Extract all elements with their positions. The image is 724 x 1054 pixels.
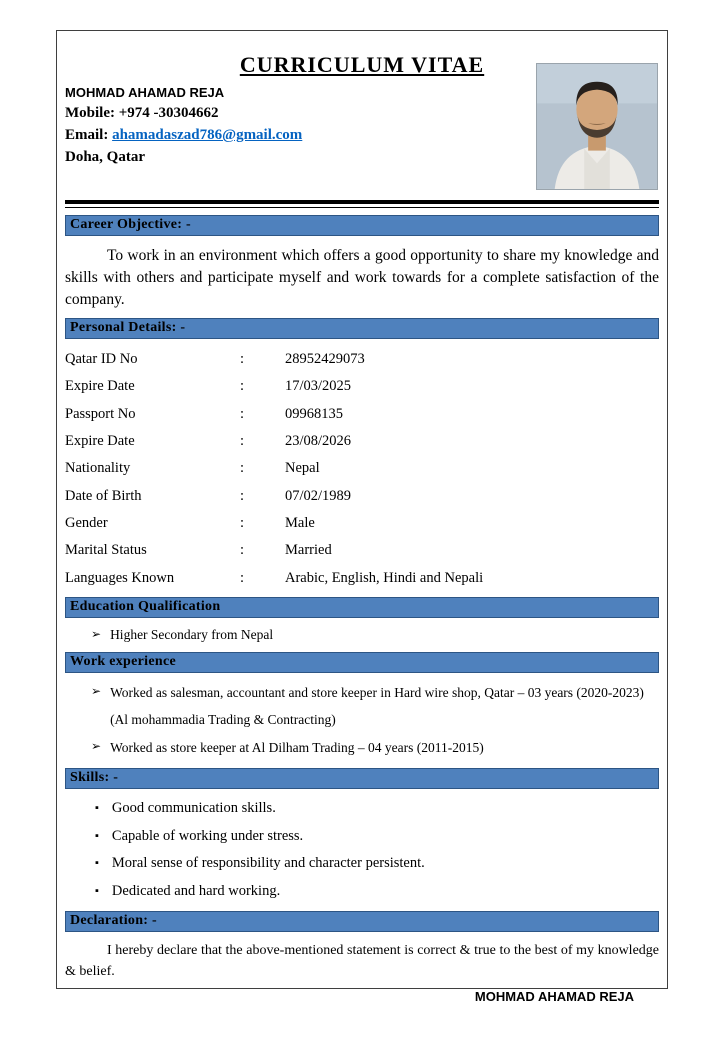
skill-item-text: Dedicated and hard working. [111,883,281,900]
table-row [65,401,659,428]
detail-value: 23/08/2026 [285,433,352,450]
section-title: Skills: - [70,769,119,785]
detail-value: 28952429073 [285,351,365,368]
table-row [65,428,659,455]
section-title: Declaration: - [70,913,158,929]
detail-label: Passport No [65,405,136,422]
declaration-text: I hereby declare that the above-mentioned statement is correct & true to the best of my knowledge & belief. [65,943,659,980]
table-row [65,373,659,400]
table-row [65,510,659,537]
square-bullet-icon: ▪ [95,829,99,842]
square-bullet-icon: ▪ [95,885,99,898]
detail-colon: : [240,514,245,531]
applicant-photo [536,63,658,190]
detail-value: 07/02/1989 [285,487,352,504]
location-line: Doha, Qatar [65,149,145,165]
detail-value: Nepal [285,460,320,477]
detail-label: Marital Status [65,542,147,559]
section-title: Personal Details: - [70,320,186,335]
section-header-declaration [65,911,659,932]
skill-item-text: Capable of working under stress. [111,827,304,844]
detail-value: Male [285,514,315,531]
arrow-bullet-icon: ➢ [91,683,102,698]
detail-label: Gender [65,514,108,531]
detail-colon: : [240,378,245,395]
email-label: Email: [65,127,109,143]
section-header-skills [65,768,659,789]
table-row [65,455,659,482]
detail-label: Nationality [65,460,131,477]
education-list [65,627,659,643]
table-row [65,537,659,564]
header-divider [65,200,659,208]
detail-value: 09968135 [285,405,343,422]
square-bullet-icon: ▪ [95,857,99,870]
email-link[interactable]: ahamadaszad786@gmail.com [112,127,303,143]
detail-label: Qatar ID No [65,351,138,368]
work-item-text: Worked as store keeper at Al Dilham Trading – 04 years (2011-2015) [110,740,484,756]
skills-list [65,800,659,901]
work-item-text: Worked as salesman, accountant and store keeper in Hard wire shop, Qatar – 03 years (2020-2023) (Al mohammadia Trading & Contracting) [110,684,644,728]
table-row [65,346,659,373]
square-bullet-icon: ▪ [95,801,99,814]
list-item [65,627,659,643]
detail-label: Expire Date [65,433,135,450]
signature-name: MOHMAD AHAMAD REJA [474,989,634,1005]
cv-header [65,52,659,194]
mobile-value: +974 -30304662 [118,105,219,121]
table-row [65,482,659,509]
detail-label: Languages Known [65,569,175,586]
list-item [65,800,659,817]
section-title: Education Qualification [70,598,221,614]
mobile-label: Mobile: [65,105,115,121]
work-experience-list [65,679,659,762]
arrow-bullet-icon: ➢ [91,739,102,754]
section-header-personal-details [65,318,659,339]
detail-colon: : [240,460,245,477]
page-title: CURRICULUM VITAE [239,52,485,77]
education-item-text: Higher Secondary from Nepal [110,626,274,642]
detail-colon: : [240,433,245,450]
list-item [65,679,659,734]
section-title: Work experience [70,653,176,669]
detail-label: Expire Date [65,378,135,395]
skill-item-text: Moral sense of responsibility and character persistent. [111,855,425,872]
detail-colon: : [240,351,245,368]
portrait-photo-graphic [537,64,657,189]
detail-value: Married [285,542,332,559]
personal-details-table [65,346,659,592]
list-item [65,734,659,762]
section-header-education [65,597,659,618]
detail-colon: : [240,405,245,422]
section-title: Career Objective: - [70,217,192,232]
applicant-name: MOHMAD AHAMAD REJA [65,85,225,100]
detail-label: Date of Birth [65,487,142,504]
detail-value: Arabic, English, Hindi and Nepali [285,569,484,586]
detail-colon: : [240,569,245,586]
career-objective-text: To work in an environment which offers a good opportunity to share my knowledge and skills with others and participate myself and work towards for a complete satisfaction of the company. [65,247,659,308]
detail-value: 17/03/2025 [285,378,352,395]
detail-colon: : [240,542,245,559]
section-header-work-experience [65,652,659,673]
detail-colon: : [240,487,245,504]
section-header-career-objective [65,215,659,236]
list-item [65,855,659,872]
skill-item-text: Good communication skills. [111,799,276,816]
table-row [65,564,659,591]
list-item [65,883,659,900]
arrow-bullet-icon: ➢ [91,626,102,641]
cv-page [56,30,668,1005]
list-item [65,828,659,845]
